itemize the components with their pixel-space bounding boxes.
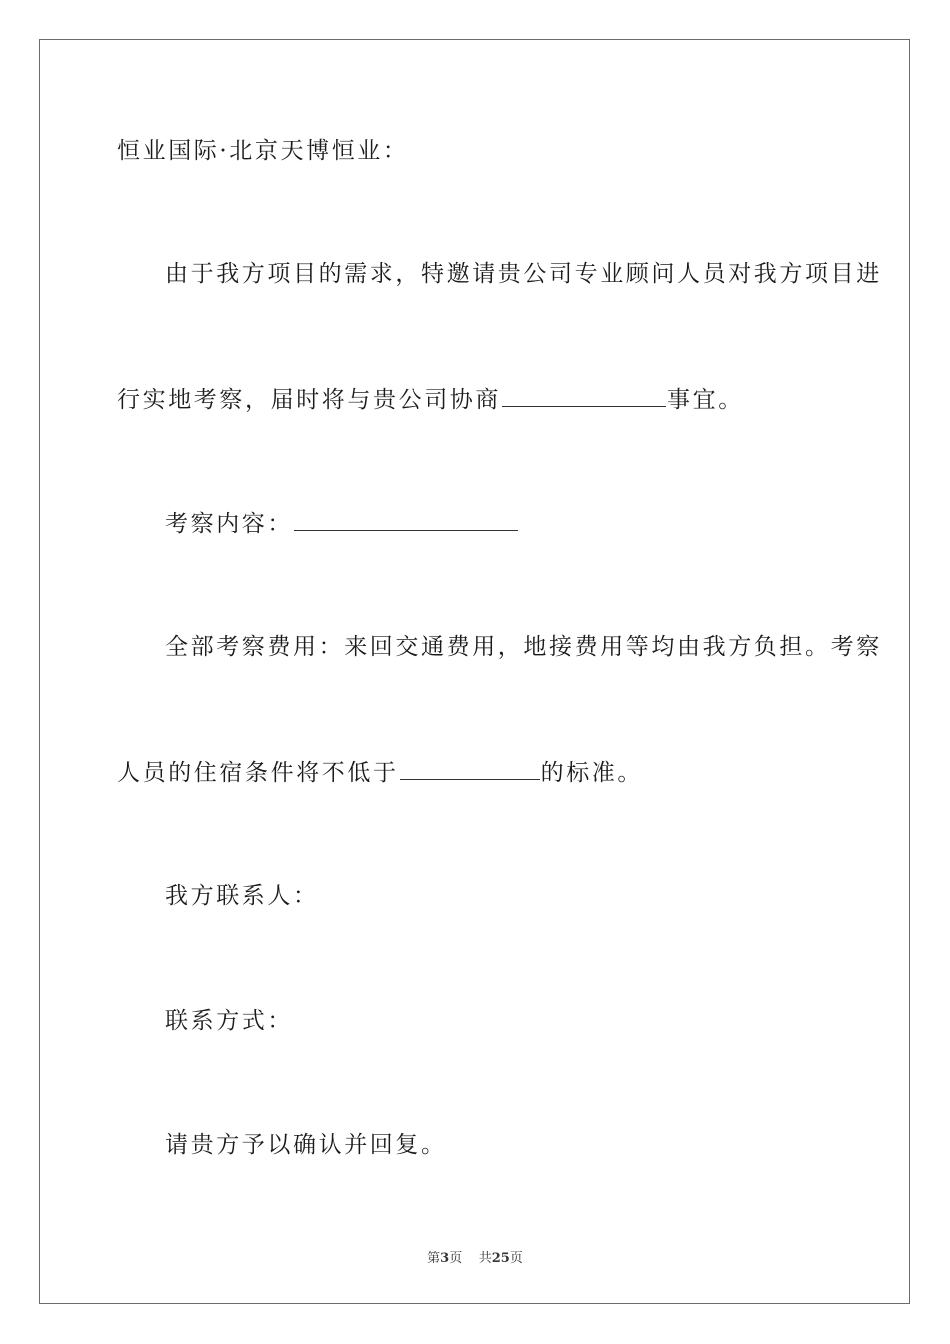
fill-in-blank-standard <box>400 757 540 780</box>
contact-person-label: 我方联系人： <box>165 883 319 909</box>
inspection-content-line <box>165 508 519 539</box>
paragraph-2-line-2-end: 的标准。 <box>540 760 644 786</box>
paragraph-1-line-2-end: 事宜。 <box>667 387 744 413</box>
fill-in-blank-matter <box>502 384 666 407</box>
page-border <box>39 39 910 1304</box>
page-footer <box>0 1247 950 1266</box>
total-prefix: 共 <box>478 1251 492 1266</box>
page-suffix: 页 <box>449 1251 463 1266</box>
contact-method-label: 联系方式： <box>165 1008 293 1034</box>
salutation: 恒业国际·北京天博恒业： <box>117 138 409 164</box>
paragraph-1-line-2-text: 行实地考察，届时将与贵公司协商 <box>117 387 501 413</box>
paragraph-2-line-1: 全部考察费用：来回交通费用，地接费用等均由我方负担。考察 <box>165 634 882 660</box>
page-prefix: 第 <box>427 1251 441 1266</box>
fill-in-blank-content <box>294 508 518 531</box>
paragraph-1-line-2 <box>117 384 744 415</box>
inspection-content-label: 考察内容： <box>165 511 293 537</box>
paragraph-1-line-1: 由于我方项目的需求，特邀请贵公司专业顾问人员对我方项目进 <box>165 261 882 287</box>
paragraph-2-line-2 <box>117 757 643 788</box>
closing-text: 请贵方予以确认并回复。 <box>165 1132 447 1158</box>
page-current: 3 <box>440 1251 450 1266</box>
total-suffix: 页 <box>509 1251 523 1266</box>
paragraph-2-line-2-text: 人员的住宿条件将不低于 <box>117 760 399 786</box>
page-total: 25 <box>491 1251 510 1266</box>
